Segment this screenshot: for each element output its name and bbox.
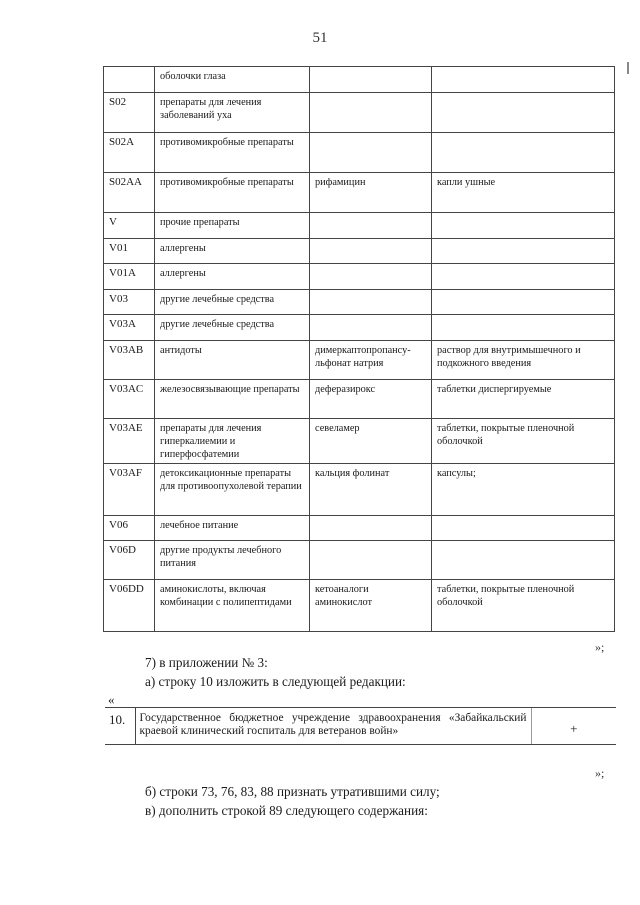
dosage-form-cell: раствор для внутримышечного и подкожного введения [432, 341, 615, 380]
drug-name-cell [310, 290, 432, 315]
dosage-form-cell [432, 541, 615, 580]
drug-name-cell [310, 213, 432, 239]
table-end-mark: »; [595, 640, 605, 654]
dosage-form-cell [432, 213, 615, 239]
group-name-cell: другие лечебные средства [155, 315, 310, 341]
atc-code-cell: V03AC [104, 380, 155, 419]
open-quote: « [108, 692, 115, 707]
atc-code-cell: V03AE [104, 419, 155, 464]
hospital-row [105, 708, 616, 745]
page-number: 51 [312, 30, 328, 46]
group-name-cell: прочие препараты [155, 213, 310, 239]
atc-code-cell: V01A [104, 264, 155, 290]
table-row [104, 290, 615, 315]
dosage-form-cell [432, 239, 615, 264]
group-name-cell: оболочки глаза [155, 67, 310, 93]
table-row [104, 580, 615, 632]
drug-name-cell: деферазирокс [310, 380, 432, 419]
group-name-cell: аминокислоты, включая комбинации с полипептидами [155, 580, 310, 632]
atc-code-cell: V06 [104, 516, 155, 541]
dosage-form-cell [432, 516, 615, 541]
table-row [104, 264, 615, 290]
table-row [104, 67, 615, 93]
hospital-row-number: 10. [105, 708, 135, 745]
table-row [104, 93, 615, 133]
dosage-form-cell: таблетки, покрытые пленочной оболочкой [432, 419, 615, 464]
table-row [104, 239, 615, 264]
table-row [104, 213, 615, 239]
drug-table [103, 66, 615, 632]
dosage-form-cell [432, 264, 615, 290]
drug-name-cell: рифамицин [310, 173, 432, 213]
dosage-form-cell: капсулы; [432, 464, 615, 516]
atc-code-cell: V01 [104, 239, 155, 264]
group-name-cell: антидоты [155, 341, 310, 380]
table-row [104, 341, 615, 380]
dosage-form-cell: таблетки диспергируемые [432, 380, 615, 419]
drug-name-cell: кетоаналоги аминокислот [310, 580, 432, 632]
atc-code-cell: V03AB [104, 341, 155, 380]
hospital-end-mark: »; [595, 766, 605, 780]
hospital-row-name: Государственное бюджетное учреждение здравоохранения «Забайкальский краевой клинический госпиталь для ветеранов войн» [135, 708, 531, 745]
item-7a: а) строку 10 изложить в следующей редакции: [145, 674, 406, 689]
dosage-form-cell [432, 290, 615, 315]
group-name-cell: другие лечебные средства [155, 290, 310, 315]
group-name-cell: аллергены [155, 239, 310, 264]
group-name-cell: аллергены [155, 264, 310, 290]
scan-edge-mark [627, 62, 629, 74]
atc-code-cell: V03AF [104, 464, 155, 516]
table-row [104, 133, 615, 173]
drug-name-cell: кальция фолинат [310, 464, 432, 516]
table-row [104, 516, 615, 541]
group-name-cell: препараты для лечения гиперкалиемии и гиперфосфатемии [155, 419, 310, 464]
group-name-cell: противомикробные препараты [155, 173, 310, 213]
item-7c: в) дополнить строкой 89 следующего содержания: [145, 803, 428, 818]
table-row [104, 315, 615, 341]
table-row [104, 419, 615, 464]
group-name-cell: железосвязывающие препараты [155, 380, 310, 419]
dosage-form-cell [432, 67, 615, 93]
drug-name-cell [310, 315, 432, 341]
dosage-form-cell [432, 315, 615, 341]
hospital-row-mark: + [531, 708, 616, 745]
atc-code-cell: S02 [104, 93, 155, 133]
group-name-cell: другие продукты лечебного питания [155, 541, 310, 580]
table-row [104, 464, 615, 516]
dosage-form-cell [432, 93, 615, 133]
drug-name-cell: димеркаптопропансу-льфонат натрия [310, 341, 432, 380]
dosage-form-cell: таблетки, покрытые пленочной оболочкой [432, 580, 615, 632]
drug-name-cell [310, 541, 432, 580]
drug-name-cell [310, 67, 432, 93]
dosage-form-cell: капли ушные [432, 173, 615, 213]
drug-name-cell: севеламер [310, 419, 432, 464]
item-7: 7) в приложении № 3: [145, 655, 268, 670]
atc-code-cell: S02AA [104, 173, 155, 213]
drug-name-cell [310, 239, 432, 264]
atc-code-cell: V03 [104, 290, 155, 315]
drug-name-cell [310, 516, 432, 541]
item-7b: б) строки 73, 76, 83, 88 признать утратившими силу; [145, 784, 440, 799]
drug-name-cell [310, 93, 432, 133]
drug-name-cell [310, 133, 432, 173]
group-name-cell: препараты для лечения заболеваний уха [155, 93, 310, 133]
atc-code-cell: V06DD [104, 580, 155, 632]
group-name-cell: противомикробные препараты [155, 133, 310, 173]
hospital-table [105, 707, 616, 745]
atc-code-cell: S02A [104, 133, 155, 173]
atc-code-cell [104, 67, 155, 93]
atc-code-cell: V [104, 213, 155, 239]
atc-code-cell: V06D [104, 541, 155, 580]
table-row [104, 541, 615, 580]
group-name-cell: лечебное питание [155, 516, 310, 541]
table-row [104, 173, 615, 213]
group-name-cell: детоксикационные препараты для противоопухолевой терапии [155, 464, 310, 516]
drug-name-cell [310, 264, 432, 290]
dosage-form-cell [432, 133, 615, 173]
table-row [104, 380, 615, 419]
atc-code-cell: V03A [104, 315, 155, 341]
